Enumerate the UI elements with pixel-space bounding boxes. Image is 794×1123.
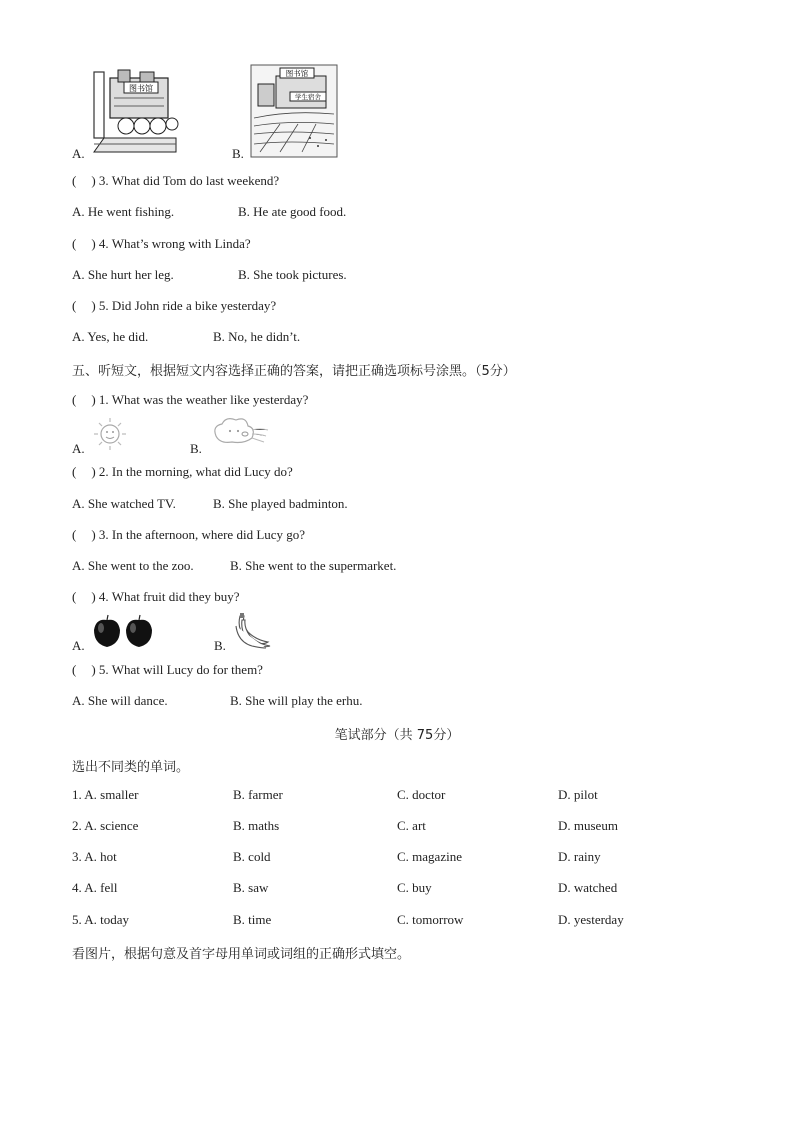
dormitory-sign: 学生宿舍 [295,93,321,101]
option-5-2-a[interactable]: A. She watched TV. [72,496,176,511]
written-part-title: 笔试部分（共 75分） [334,728,460,743]
word-option-3-d[interactable]: D. rainy [558,849,601,864]
option-5-4-b[interactable]: B. [214,638,226,653]
option-4-3-b[interactable]: B. He ate good food. [238,204,347,219]
word-option-1-b[interactable]: B. farmer [233,787,283,802]
word-option-2-c[interactable]: C. art [397,818,426,833]
section-5-heading: 五、听短文，根据短文内容选择正确的答案，请把正确选项标号涂黑。（5分） [72,364,516,379]
option-5-2-b[interactable]: B. She played badminton. [213,496,348,511]
option-4-4-b[interactable]: B. She took pictures. [238,267,347,282]
question-5-4 [72,589,240,605]
option-4-5-b[interactable]: B. No, he didn’t. [213,329,301,344]
answer-paren[interactable]: ( [72,236,77,251]
section-fill-blank-heading: 看图片，根据句意及首字母用单词或词组的正确形式填空。 [72,947,411,962]
answer-paren[interactable]: ( [72,527,77,542]
question-5-5 [72,662,263,678]
option-5-3-b[interactable]: B. She went to the supermarket. [230,558,397,573]
question-text: ) 3. In the afternoon, where did Lucy go? [91,527,306,542]
library-image-b [250,64,338,158]
question-text: ) 1. What was the weather like yesterday? [91,392,309,407]
question-text: ) 3. What did Tom do last weekend? [91,173,280,188]
option-a-label: A. [72,146,85,161]
answer-paren[interactable]: ( [72,298,77,313]
word-option-1-a[interactable]: 1. A. smaller [72,787,139,802]
word-option-2-b[interactable]: B. maths [233,818,280,833]
question-4-5 [72,298,276,314]
library-sign-b: 图书馆 [285,69,309,78]
answer-paren[interactable]: ( [72,662,77,677]
apple-icon [90,612,158,650]
question-text: ) 4. What’s wrong with Linda? [91,236,251,251]
question-4-3 [72,173,279,189]
word-option-3-a[interactable]: 3. A. hot [72,849,117,864]
question-5-1 [72,392,308,408]
option-5-4-a[interactable]: A. [72,638,85,653]
question-5-2 [72,464,293,480]
word-option-1-c[interactable]: C. doctor [397,787,446,802]
word-option-5-d[interactable]: D. yesterday [558,912,624,927]
sunny-icon [90,416,130,452]
option-5-5-b[interactable]: B. She will play the erhu. [230,693,363,708]
word-option-5-a[interactable]: 5. A. today [72,912,130,927]
windy-icon [208,414,270,454]
word-option-4-b[interactable]: B. saw [233,880,269,895]
word-option-3-b[interactable]: B. cold [233,849,271,864]
question-text: ) 4. What fruit did they buy? [91,589,240,604]
answer-paren[interactable]: ( [72,173,77,188]
question-5-3 [72,527,305,543]
option-5-3-a[interactable]: A. She went to the zoo. [72,558,194,573]
option-5-5-a[interactable]: A. She will dance. [72,693,168,708]
answer-paren[interactable]: ( [72,464,77,479]
word-option-1-d[interactable]: D. pilot [558,787,598,802]
answer-paren[interactable]: ( [72,589,77,604]
question-text: ) 5. What will Lucy do for them? [91,662,263,677]
option-5-1-a[interactable]: A. [72,441,85,456]
banana-icon [232,612,272,650]
option-5-1-b[interactable]: B. [190,441,202,456]
word-option-5-c[interactable]: C. tomorrow [397,912,464,927]
word-option-4-d[interactable]: D. watched [558,880,618,895]
library-image-a [90,68,180,158]
word-option-4-a[interactable]: 4. A. fell [72,880,118,895]
option-4-4-a[interactable]: A. She hurt her leg. [72,267,174,282]
question-4-4 [72,236,251,252]
question-text: ) 2. In the morning, what did Lucy do? [91,464,293,479]
question-text: ) 5. Did John ride a bike yesterday? [91,298,277,313]
option-4-5-a[interactable]: A. Yes, he did. [72,329,149,344]
word-option-3-c[interactable]: C. magazine [397,849,462,864]
word-option-5-b[interactable]: B. time [233,912,272,927]
word-option-4-c[interactable]: C. buy [397,880,432,895]
library-sign-a: 图书馆 [129,84,153,93]
answer-paren[interactable]: ( [72,392,77,407]
option-4-3-a[interactable]: A. He went fishing. [72,204,175,219]
word-option-2-d[interactable]: D. museum [558,818,618,833]
option-b-label: B. [232,146,244,161]
word-option-2-a[interactable]: 2. A. science [72,818,139,833]
section-odd-one-out-heading: 选出不同类的单词。 [72,760,190,775]
